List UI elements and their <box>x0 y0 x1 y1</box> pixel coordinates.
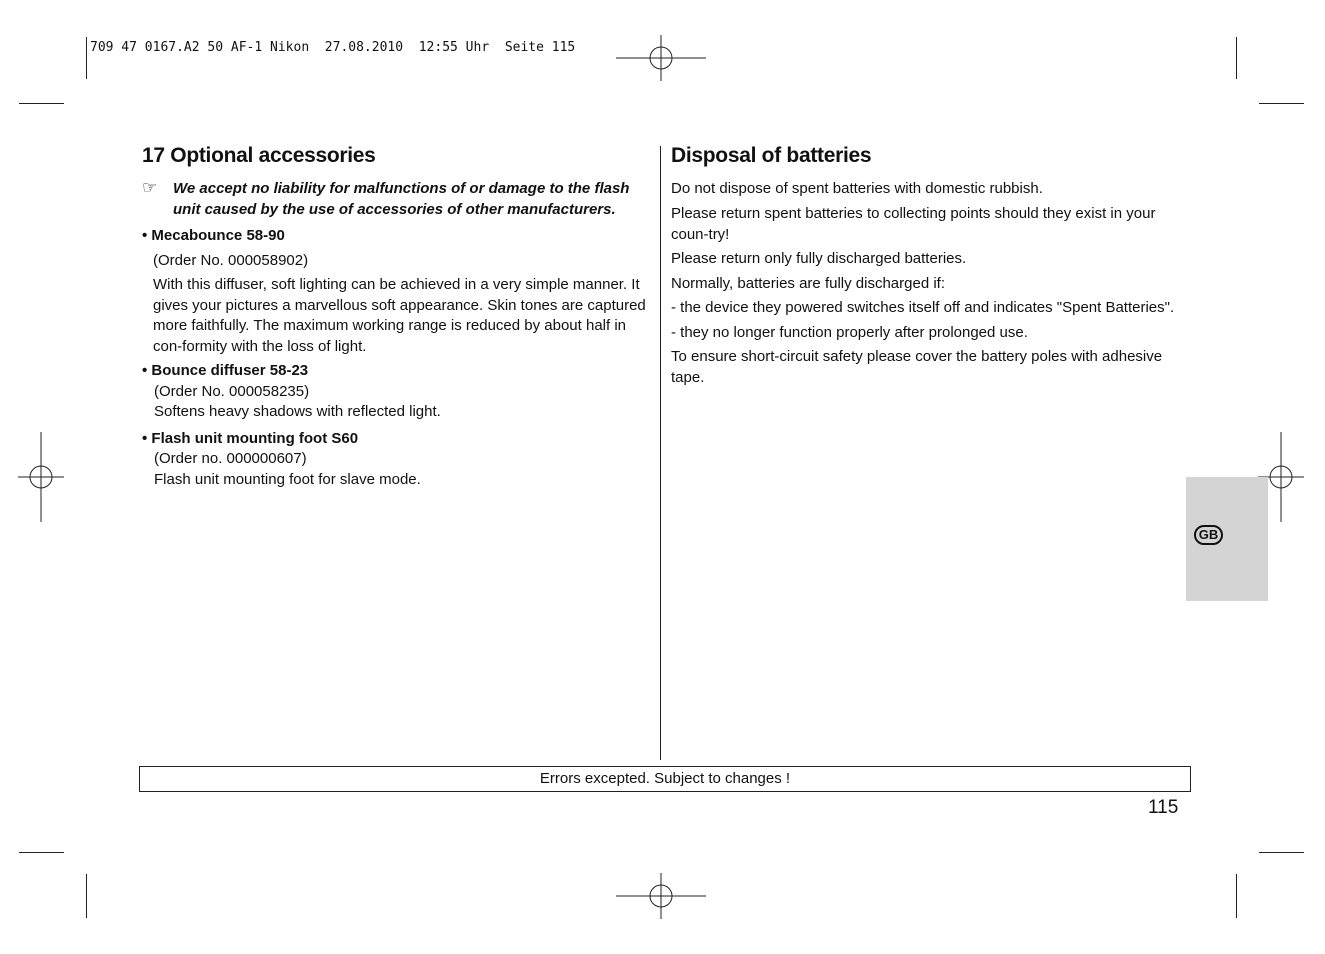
crop-mark <box>1236 874 1237 918</box>
crop-mark <box>19 852 64 853</box>
accessory-item <box>142 361 652 423</box>
crop-mark <box>1236 37 1237 79</box>
accessory-order-number: (Order No. 000058902) <box>153 251 309 269</box>
registration-mark-bottom <box>616 873 706 919</box>
paragraph: - they no longer function properly after prolonged use. <box>671 323 1028 341</box>
liability-note <box>142 178 652 220</box>
crop-mark <box>86 37 87 79</box>
print-slug: 709 47 0167.A2 50 AF-1 Nikon 27.08.2010 12:55 Uhr Seite 115 <box>90 40 576 55</box>
footer-disclaimer: Errors excepted. Subject to changes ! <box>139 766 1191 792</box>
liability-note-text: We accept no liability for malfunctions of or damage to the flash unit caused by the use of accessories of other manufacturers. <box>173 180 630 218</box>
accessory-description: With this diffuser, soft lighting can be achieved in a very simple manner. It gives your pictures a marvellous soft appearance. Skin tones are captured more faithfully. The maximum working range is reduced by about half in con-formity with the loss of light. <box>153 276 646 355</box>
language-badge: GB <box>1194 525 1223 545</box>
crop-mark <box>19 103 64 104</box>
crop-mark <box>86 874 87 918</box>
section-title: Disposal of batteries <box>671 144 872 167</box>
registration-mark-top <box>616 35 706 81</box>
paragraph: - the device they powered switches itself off and indicates "Spent Batteries". <box>671 299 1175 316</box>
accessory-description: Flash unit mounting foot for slave mode. <box>154 470 421 488</box>
accessory-name: • Bounce diffuser 58-23 <box>142 362 309 379</box>
section-title: 17 Optional accessories <box>142 144 376 167</box>
accessory-item <box>142 429 652 491</box>
accessory-order-number: (Order no. 000000607) <box>154 450 307 467</box>
pointing-hand-icon: ☞ <box>142 178 158 197</box>
paragraph: Do not dispose of spent batteries with domestic rubbish. <box>671 180 1043 197</box>
accessory-order-number: (Order No. 000058235) <box>154 382 310 400</box>
language-tab <box>1186 477 1268 601</box>
paragraph: To ensure short-circuit safety please cover the battery poles with adhesive tape. <box>671 348 1163 386</box>
accessory-description: Softens heavy shadows with reflected light. <box>154 403 441 420</box>
left-column <box>142 144 652 494</box>
accessory-name: • Mecabounce 58-90 <box>142 227 285 244</box>
page-number: 115 <box>1148 797 1179 818</box>
registration-mark-left <box>18 432 64 522</box>
accessory-item <box>142 226 652 357</box>
paragraph: Please return spent batteries to collecting points should they exist in your coun-try! <box>671 204 1156 243</box>
column-divider <box>660 146 661 760</box>
paragraph: Please return only fully discharged batteries. <box>671 250 967 267</box>
accessory-name: • Flash unit mounting foot S60 <box>142 429 359 447</box>
crop-mark <box>1259 103 1304 104</box>
right-column <box>671 144 1181 392</box>
crop-mark <box>1259 852 1304 853</box>
paragraph: Normally, batteries are fully discharged if: <box>671 274 945 292</box>
